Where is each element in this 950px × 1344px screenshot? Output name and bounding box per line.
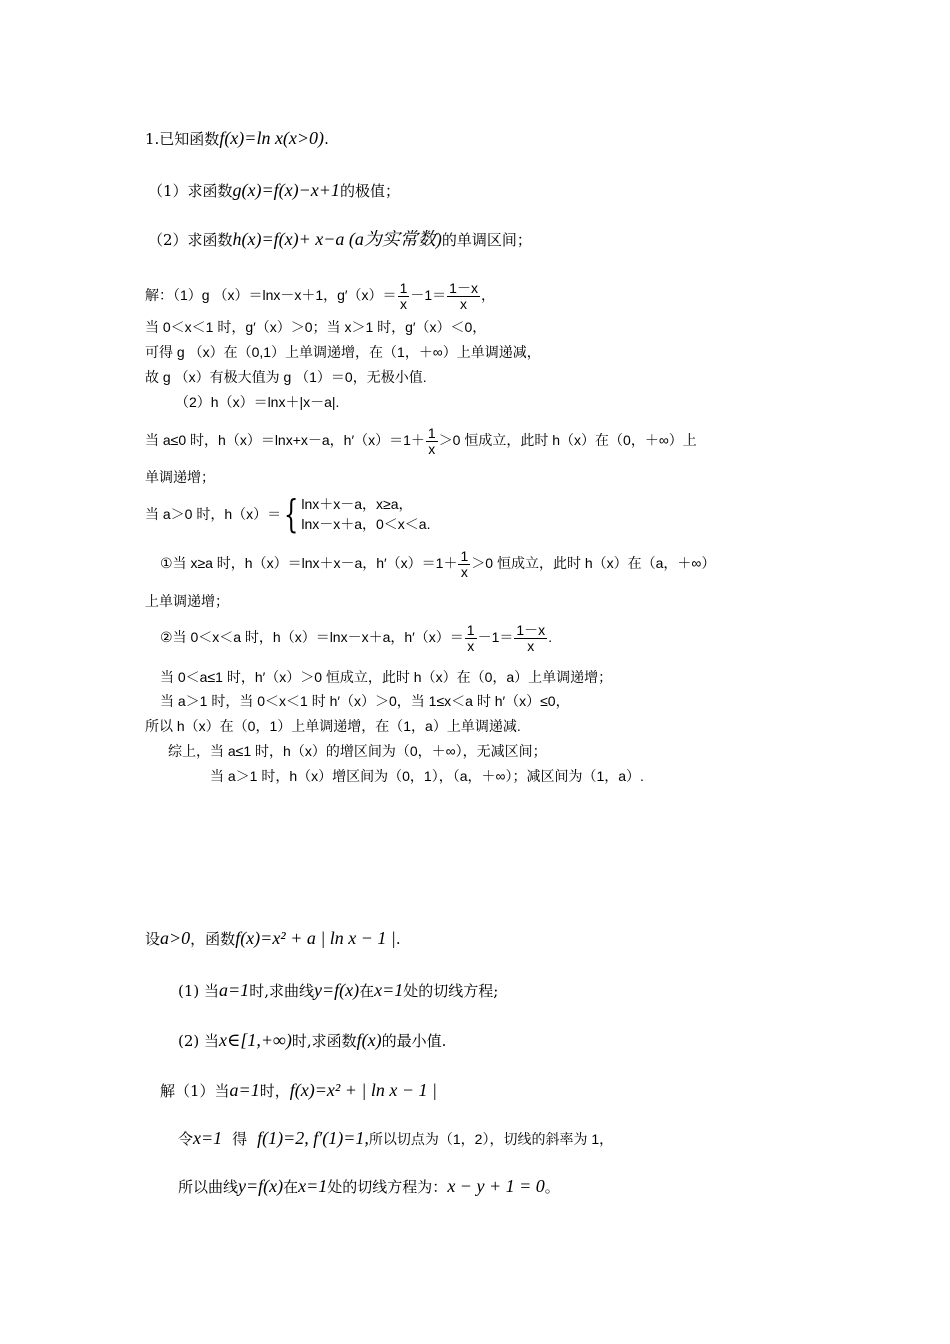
p2-q2-math1: x∈[1,+∞) xyxy=(219,1030,292,1050)
frac-num: 1 xyxy=(460,548,469,564)
frac-den: x xyxy=(428,441,436,457)
p2-q2-math2: f(x) xyxy=(356,1030,382,1050)
sol2-l7-post: . xyxy=(548,629,553,646)
frac-num: 1 xyxy=(427,425,436,441)
p2-q1-mid2: 在 xyxy=(359,982,375,1000)
p2-q1-math1: a=1 xyxy=(219,980,250,1000)
solution2-line12: 当 a＞1 时，h（x）增区间为（0，1），（a，＋∞）；减区间为（1，a）. xyxy=(210,768,644,784)
problem1-title-formula: f(x)=ln x(x>0) xyxy=(219,128,325,148)
p2-sol-l2-post: 所以切点为（1，2），切线的斜率为 1， xyxy=(368,1131,614,1147)
p2-sol-l2-pre: 令 xyxy=(178,1130,194,1148)
p2-title-formula1: a>0 xyxy=(160,928,191,948)
sol2-l2-post: ＞0 恒成立，此时 h（x）在（0，＋∞）上 xyxy=(438,432,697,449)
sol1-post: ， xyxy=(480,287,495,304)
solution2-line6: 上单调递增； xyxy=(145,593,229,609)
solution2-line2 xyxy=(145,426,697,457)
frac-den: x xyxy=(460,564,468,580)
solution2-line8: 当 0＜a≤1 时，h′（x）＞0 恒成立，此时 h（x）在（0，a）上单调递增； xyxy=(160,669,613,685)
problem1-title xyxy=(145,128,329,149)
sol1-text: 解：（1）g （x）＝lnx－x＋1，g′（x）＝ xyxy=(145,287,397,304)
fraction-1-over-x xyxy=(465,623,477,654)
p2-q2-post: 的最小值. xyxy=(381,1032,447,1050)
solution2-line10: 所以 h（x）在（0，1）上单调递增，在（1，a）上单调递减. xyxy=(145,718,521,734)
fraction-1-over-x xyxy=(426,426,438,457)
solution2-line11: 综上，当 a≤1 时，h（x）的增区间为（0，＋∞），无减区间； xyxy=(168,743,547,759)
problem1-question2 xyxy=(148,229,532,250)
solution2-line3: 单调递增； xyxy=(145,469,215,485)
p2-sol-l3-pre: 所以曲线 xyxy=(178,1178,239,1196)
p2-sol-l1-math2: f(x)=x² + | ln x − 1 | xyxy=(289,1080,437,1100)
p2-title-mid: ，函数 xyxy=(190,930,236,948)
case-2: lnx－x＋a，0＜x＜a. xyxy=(301,516,431,532)
problem1-title-period: . xyxy=(324,130,329,148)
p2-sol-l3-mid2: 处的切线方程为： xyxy=(327,1178,448,1196)
problem2-solution-line1 xyxy=(160,1080,437,1101)
frac-num: 1－x xyxy=(449,280,478,296)
problem1-title-text: 1.已知函数 xyxy=(145,130,220,148)
p2-q1-math2: y=f(x) xyxy=(313,980,360,1000)
q2-formula: h(x)=f(x)+ x−a (a为实常数) xyxy=(232,229,442,249)
p2-title-pre: 设 xyxy=(145,930,161,948)
p2-sol-l2-mid: 得 xyxy=(232,1130,248,1148)
piecewise-cases xyxy=(301,494,430,534)
solution1-line4: 故 g （x）有极大值为 g （1）＝0，无极小值. xyxy=(145,369,427,385)
frac-num: 1 xyxy=(466,622,475,638)
p2-sol-l1-mid: 时， xyxy=(259,1082,290,1100)
p2-q1-pre: (1) 当 xyxy=(178,982,220,1000)
fraction-1-over-x xyxy=(458,549,470,580)
q1-label: （1）求函数 xyxy=(148,182,233,200)
p2-q1-mid1: 时,求曲线 xyxy=(249,982,314,1000)
p2-q2-pre: (2) 当 xyxy=(178,1032,220,1050)
frac-num: 1 xyxy=(399,280,408,296)
p2-sol-l1-math1: a=1 xyxy=(229,1080,260,1100)
q2-label: （2）求函数 xyxy=(148,231,233,249)
p2-sol-l3-math1: y=f(x) xyxy=(238,1176,284,1196)
problem2-solution-line2 xyxy=(178,1128,613,1149)
sol2-l2-text: 当 a≤0 时，h（x）＝lnx+x－a，h′（x）＝1＋ xyxy=(145,432,425,449)
problem2-title xyxy=(145,928,401,949)
p2-q1-post: 处的切线方程; xyxy=(403,982,499,1000)
sol2-l5-text: ①当 x≥a 时，h（x）＝lnx＋x－a，h′（x）＝1＋ xyxy=(160,555,458,572)
solution1-line3: 可得 g （x）在（0,1）上单调递增，在（1，＋∞）上单调递减， xyxy=(145,344,541,360)
left-brace: { xyxy=(283,492,299,536)
solution1-line2: 当 0＜x＜1 时，g′（x）＞0；当 x＞1 时，g′（x）＜0， xyxy=(145,319,487,335)
solution2-line4 xyxy=(145,494,430,534)
p2-sol-l3-math3: x − y + 1 = 0 xyxy=(447,1176,545,1196)
sol2-l5-post: ＞0 恒成立，此时 h（x）在（a，＋∞） xyxy=(471,555,716,572)
p2-sol-l2-math1: x=1 xyxy=(193,1128,223,1148)
p2-sol-l2-math2: f(1)=2, f′(1)=1, xyxy=(257,1128,369,1148)
frac-den: x xyxy=(467,638,475,654)
solution1-line1 xyxy=(145,281,495,312)
frac-den: x xyxy=(527,638,535,654)
sol2-l4-text: 当 a＞0 时，h（x）＝ xyxy=(145,506,282,522)
frac-num: 1－x xyxy=(516,622,546,638)
sol1-mid: －1＝ xyxy=(410,287,447,304)
solution2-line5 xyxy=(160,549,715,580)
frac-den: x xyxy=(399,296,407,312)
fraction-1-minus-x-over-x xyxy=(447,281,480,312)
solution2-line1: （2）h（x）＝lnx＋|x－a|. xyxy=(175,394,340,410)
fraction-1-over-x xyxy=(398,281,410,312)
p2-q2-mid: 时,求函数 xyxy=(291,1032,357,1050)
p2-title-post: . xyxy=(395,930,401,948)
p2-sol-l3-mid1: 在 xyxy=(283,1178,299,1196)
q1-text: 的极值； xyxy=(339,182,400,200)
sol2-l7-mid: －1＝ xyxy=(477,629,514,646)
sol2-l7-text: ②当 0＜x＜a 时，h（x）＝lnx－x＋a，h′（x）＝ xyxy=(160,629,464,646)
problem2-question2 xyxy=(178,1030,446,1051)
fraction-1-minus-x-over-x xyxy=(514,623,547,654)
p2-q1-math3: x=1 xyxy=(374,980,404,1000)
problem2-solution-line3 xyxy=(178,1176,560,1197)
q1-formula: g(x)=f(x)−x+1 xyxy=(232,180,340,200)
solution2-line7 xyxy=(160,623,552,654)
case-1: lnx＋x－a，x≥a， xyxy=(301,496,413,512)
p2-sol-l1-pre: 解（1）当 xyxy=(160,1082,230,1100)
p2-sol-l3-math2: x=1 xyxy=(298,1176,328,1196)
frac-den: x xyxy=(460,296,468,312)
problem1-question1 xyxy=(148,180,400,201)
q2-text: 的单调区间； xyxy=(441,231,532,249)
p2-sol-l3-post: 。 xyxy=(544,1178,560,1196)
problem2-question1 xyxy=(178,980,498,1001)
p2-title-formula2: f(x)=x² + a | ln x − 1 | xyxy=(235,928,396,948)
solution2-line9: 当 a＞1 时，当 0＜x＜1 时 h′（x）＞0，当 1≤x＜a 时 h′（x）≤0， xyxy=(160,693,570,709)
